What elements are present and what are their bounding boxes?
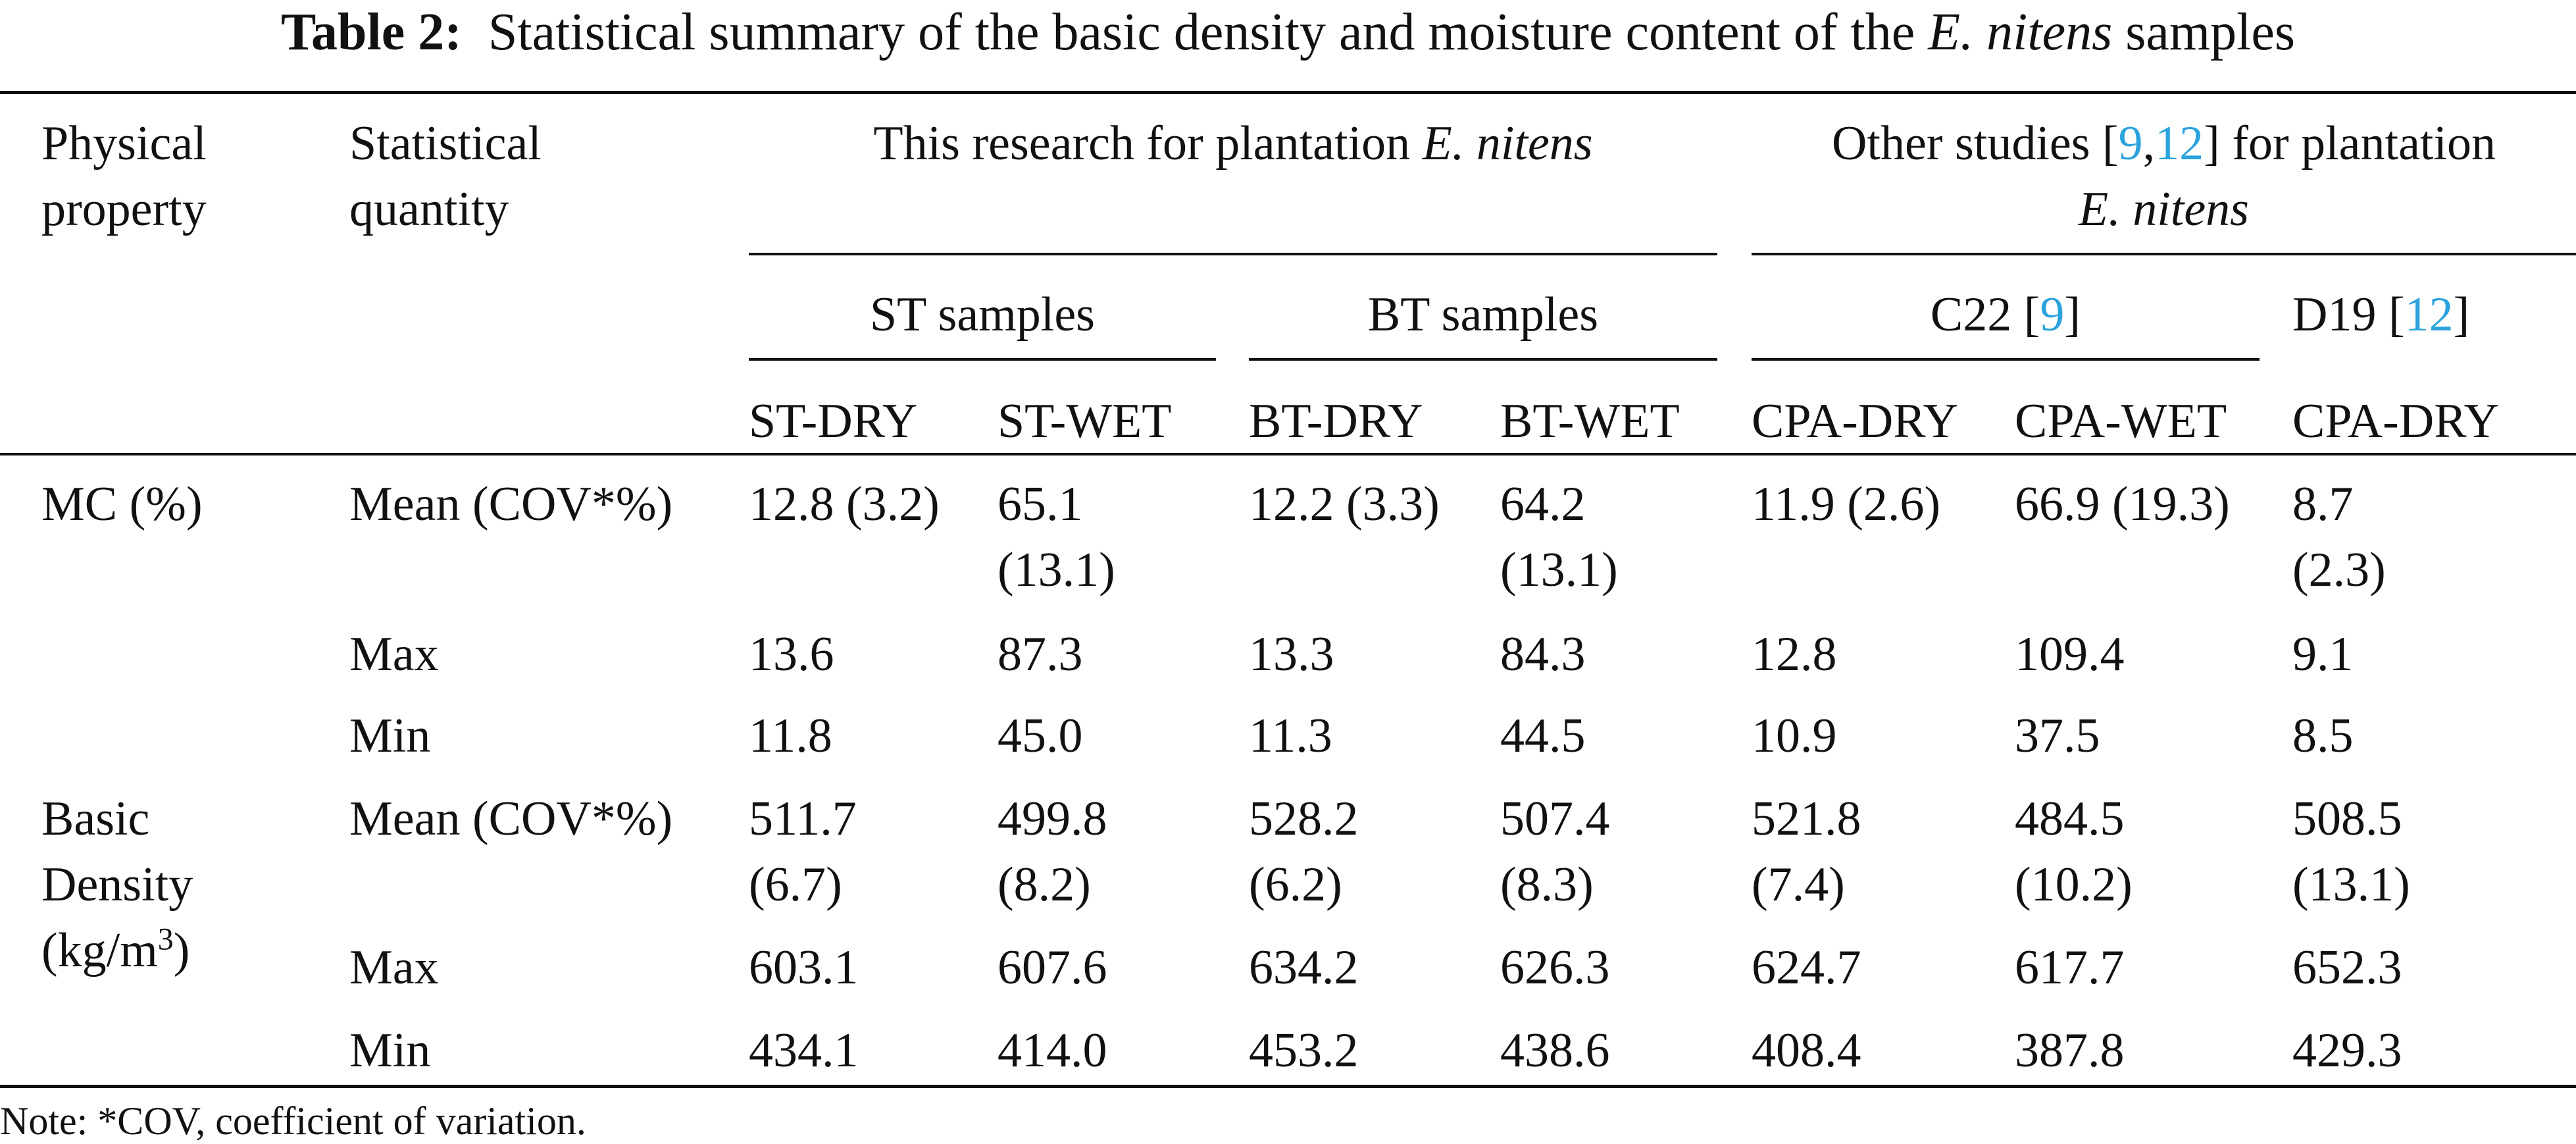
cell-line: 8.7 bbox=[2292, 477, 2354, 531]
density-unit-exponent: 3 bbox=[157, 922, 174, 957]
group-this-text: This research for plantation bbox=[873, 117, 1423, 170]
density-unit-base: (kg/m bbox=[41, 923, 158, 977]
cell-mc-min-cpa-dry-d19 bbox=[2292, 703, 2354, 769]
cell-bd-min-bt-wet bbox=[1500, 1018, 1610, 1083]
cell-line: 603.1 bbox=[749, 941, 859, 995]
cell-bd-min-cpa-dry-c22 bbox=[1752, 1018, 1861, 1083]
cell-bd-mean-cpa-dry-c22 bbox=[1752, 786, 1861, 918]
group-rule-other bbox=[1752, 253, 2576, 255]
cell-line: (8.2) bbox=[998, 858, 1091, 912]
cell-line: 10.9 bbox=[1752, 709, 1837, 763]
cell-line: 13.6 bbox=[749, 627, 834, 681]
column-header-cpa-dry-c22: CPA-DRY bbox=[1752, 394, 1958, 448]
cell-mc-mean-cpa-wet-c22 bbox=[2015, 471, 2230, 537]
cell-bd-mean-bt-dry bbox=[1249, 786, 1359, 918]
row-stat-bd-max: Max bbox=[349, 941, 439, 995]
table-label: Table 2: bbox=[281, 3, 462, 61]
cell-bd-max-bt-dry bbox=[1249, 935, 1359, 1001]
cell-mc-mean-bt-dry bbox=[1249, 471, 1440, 537]
cell-line: 484.5 bbox=[2015, 792, 2125, 846]
cell-line: 37.5 bbox=[2015, 709, 2100, 763]
cell-mc-min-bt-dry bbox=[1249, 703, 1332, 769]
cell-line: 66.9 (19.3) bbox=[2015, 477, 2230, 531]
cell-bd-mean-bt-wet bbox=[1500, 786, 1610, 918]
cell-mc-max-cpa-dry-d19 bbox=[2292, 621, 2354, 687]
cell-line: (6.2) bbox=[1249, 858, 1342, 912]
header-statistical-quantity-line2: quantity bbox=[349, 182, 509, 236]
cell-bd-max-cpa-dry-d19 bbox=[2292, 935, 2402, 1001]
cell-line: 13.3 bbox=[1249, 627, 1334, 681]
row-property-basic: Basic bbox=[41, 792, 150, 846]
header-bt-samples: BT samples bbox=[1367, 288, 1599, 342]
cell-line: (13.1) bbox=[998, 543, 1115, 597]
cell-line: 438.6 bbox=[1500, 1024, 1610, 1078]
ref-link-9[interactable]: 9 bbox=[2118, 117, 2143, 170]
row-property-density-unit bbox=[41, 918, 189, 983]
header-group-other-studies bbox=[1752, 111, 2576, 242]
column-header-st-wet: ST-WET bbox=[998, 394, 1172, 448]
sub-rule-st bbox=[749, 358, 1216, 361]
row-stat-bd-mean: Mean (COV*%) bbox=[349, 792, 673, 846]
cell-line: 8.5 bbox=[2292, 709, 2354, 763]
cell-line: 12.8 bbox=[1752, 627, 1837, 681]
cell-line: 109.4 bbox=[2015, 627, 2125, 681]
d19-close: ] bbox=[2453, 288, 2470, 342]
ref-link-9-c22[interactable]: 9 bbox=[2040, 288, 2065, 342]
cell-bd-max-cpa-wet-c22 bbox=[2015, 935, 2125, 1001]
cell-bd-mean-cpa-dry-d19 bbox=[2292, 786, 2410, 918]
cell-mc-min-cpa-dry-c22 bbox=[1752, 703, 1837, 769]
cell-mc-max-st-dry bbox=[749, 621, 834, 687]
cell-mc-max-bt-wet bbox=[1500, 621, 1586, 687]
group-other-text-after: ] for plantation bbox=[2204, 117, 2496, 170]
cell-mc-mean-cpa-dry-c22 bbox=[1752, 471, 1940, 537]
column-header-st-dry: ST-DRY bbox=[749, 394, 918, 448]
cell-mc-min-bt-wet bbox=[1500, 703, 1586, 769]
cell-line: 87.3 bbox=[998, 627, 1083, 681]
header-statistical-quantity bbox=[349, 111, 542, 242]
cell-line: 511.7 bbox=[749, 792, 857, 846]
header-physical-property bbox=[41, 111, 207, 242]
row-property-density: Density bbox=[41, 858, 193, 912]
cell-line: 45.0 bbox=[998, 709, 1083, 763]
cell-line: 624.7 bbox=[1752, 941, 1861, 995]
header-physical-property-line1: Physical bbox=[41, 117, 207, 170]
caption-text-after: samples bbox=[2112, 3, 2295, 61]
cell-line: 507.4 bbox=[1500, 792, 1610, 846]
cell-line: 521.8 bbox=[1752, 792, 1861, 846]
cell-line: 64.2 bbox=[1500, 477, 1586, 531]
cell-bd-max-st-wet bbox=[998, 935, 1107, 1001]
header-group-this-research bbox=[749, 111, 1717, 176]
group-other-separator: , bbox=[2142, 117, 2156, 170]
cell-line: 499.8 bbox=[998, 792, 1107, 846]
cell-bd-min-cpa-dry-d19 bbox=[2292, 1018, 2402, 1083]
cell-line: (6.7) bbox=[749, 858, 842, 912]
header-d19 bbox=[2292, 282, 2469, 348]
cell-line: 453.2 bbox=[1249, 1024, 1359, 1078]
column-header-bt-wet: BT-WET bbox=[1500, 394, 1680, 448]
header-statistical-quantity-line1: Statistical bbox=[349, 117, 542, 170]
column-header-cpa-dry-d19: CPA-DRY bbox=[2292, 394, 2499, 448]
top-rule bbox=[0, 91, 2576, 94]
cell-line: (8.3) bbox=[1500, 858, 1594, 912]
cell-line: 607.6 bbox=[998, 941, 1107, 995]
cell-line: (13.1) bbox=[2292, 858, 2410, 912]
table-note: Note: *COV, coefficient of variation. bbox=[0, 1099, 586, 1143]
sub-rule-bt bbox=[1249, 358, 1717, 361]
cell-bd-min-bt-dry bbox=[1249, 1018, 1359, 1083]
header-physical-property-line2: property bbox=[41, 182, 207, 236]
row-property-mc: MC (%) bbox=[41, 477, 203, 531]
cell-line: 11.9 (2.6) bbox=[1752, 477, 1941, 531]
cell-line: (10.2) bbox=[2015, 858, 2133, 912]
cell-line: 429.3 bbox=[2292, 1024, 2402, 1078]
group-other-line1 bbox=[1752, 111, 2576, 176]
cell-mc-min-cpa-wet-c22 bbox=[2015, 703, 2100, 769]
cell-bd-min-st-dry bbox=[749, 1018, 859, 1083]
cell-mc-max-st-wet bbox=[998, 621, 1083, 687]
cell-line: 626.3 bbox=[1500, 941, 1610, 995]
cell-mc-max-cpa-dry-c22 bbox=[1752, 621, 1837, 687]
density-unit-close: ) bbox=[173, 923, 190, 977]
cell-line: 528.2 bbox=[1249, 792, 1359, 846]
cell-line: 84.3 bbox=[1500, 627, 1586, 681]
ref-link-12-d19[interactable]: 12 bbox=[2404, 288, 2454, 342]
cell-line: 634.2 bbox=[1249, 941, 1359, 995]
cell-line: 414.0 bbox=[998, 1024, 1107, 1078]
cell-bd-max-cpa-dry-c22 bbox=[1752, 935, 1861, 1001]
cell-bd-max-st-dry bbox=[749, 935, 859, 1001]
cell-line: 652.3 bbox=[2292, 941, 2402, 995]
c22-close: ] bbox=[2064, 288, 2081, 342]
cell-line: 12.2 (3.3) bbox=[1249, 477, 1440, 531]
cell-line: 617.7 bbox=[2015, 941, 2125, 995]
column-header-cpa-wet-c22: CPA-WET bbox=[2015, 394, 2227, 448]
cell-line: 65.1 bbox=[998, 477, 1083, 531]
cell-bd-min-cpa-wet-c22 bbox=[2015, 1018, 2125, 1083]
d19-text: D19 [ bbox=[2292, 288, 2405, 342]
cell-mc-min-st-wet bbox=[998, 703, 1083, 769]
header-st-samples: ST samples bbox=[870, 288, 1095, 342]
cell-line: 12.8 (3.2) bbox=[749, 477, 940, 531]
bottom-rule bbox=[0, 1085, 2576, 1088]
c22-text: C22 [ bbox=[1930, 288, 2040, 342]
row-stat-mc-mean: Mean (COV*%) bbox=[349, 477, 673, 531]
cell-bd-max-bt-wet bbox=[1500, 935, 1610, 1001]
cell-mc-mean-bt-wet bbox=[1500, 471, 1618, 603]
row-stat-bd-min: Min bbox=[349, 1024, 431, 1078]
cell-line: 11.3 bbox=[1249, 709, 1332, 763]
cell-line: (7.4) bbox=[1752, 858, 1845, 912]
caption-text-before: Statistical summary of the basic density and moisture content of the bbox=[488, 3, 1929, 61]
cell-mc-mean-cpa-dry-d19 bbox=[2292, 471, 2386, 603]
cell-bd-min-st-wet bbox=[998, 1018, 1107, 1083]
group-rule-this bbox=[749, 253, 1717, 255]
table-caption bbox=[0, 0, 2576, 66]
cell-mc-mean-st-wet bbox=[998, 471, 1115, 603]
cell-line: 434.1 bbox=[749, 1024, 859, 1078]
cell-line: 9.1 bbox=[2292, 627, 2354, 681]
cell-line: 408.4 bbox=[1752, 1024, 1861, 1078]
cell-line: 508.5 bbox=[2292, 792, 2402, 846]
cell-line: 44.5 bbox=[1500, 709, 1586, 763]
group-other-line2 bbox=[1752, 176, 2576, 242]
cell-bd-mean-st-dry bbox=[749, 786, 857, 918]
cell-line: (2.3) bbox=[2292, 543, 2386, 597]
group-other-text-before: Other studies [ bbox=[1831, 117, 2119, 170]
cell-mc-mean-st-dry bbox=[749, 471, 940, 537]
group-this-species: E. nitens bbox=[1422, 117, 1593, 170]
cell-mc-max-bt-dry bbox=[1249, 621, 1334, 687]
column-header-bt-dry: BT-DRY bbox=[1249, 394, 1423, 448]
cell-mc-max-cpa-wet-c22 bbox=[2015, 621, 2125, 687]
header-c22 bbox=[1752, 282, 2260, 348]
cell-bd-mean-st-wet bbox=[998, 786, 1107, 918]
cell-line: 11.8 bbox=[749, 709, 832, 763]
row-stat-mc-min: Min bbox=[349, 709, 431, 763]
ref-link-12[interactable]: 12 bbox=[2155, 117, 2204, 170]
cell-line: (13.1) bbox=[1500, 543, 1618, 597]
row-stat-mc-max: Max bbox=[349, 627, 439, 681]
cell-bd-mean-cpa-wet-c22 bbox=[2015, 786, 2133, 918]
sub-rule-c22 bbox=[1752, 358, 2260, 361]
caption-species: E. nitens bbox=[1928, 3, 2113, 61]
group-other-species: E. nitens bbox=[2079, 182, 2249, 236]
cell-mc-min-st-dry bbox=[749, 703, 832, 769]
cell-line: 387.8 bbox=[2015, 1024, 2125, 1078]
